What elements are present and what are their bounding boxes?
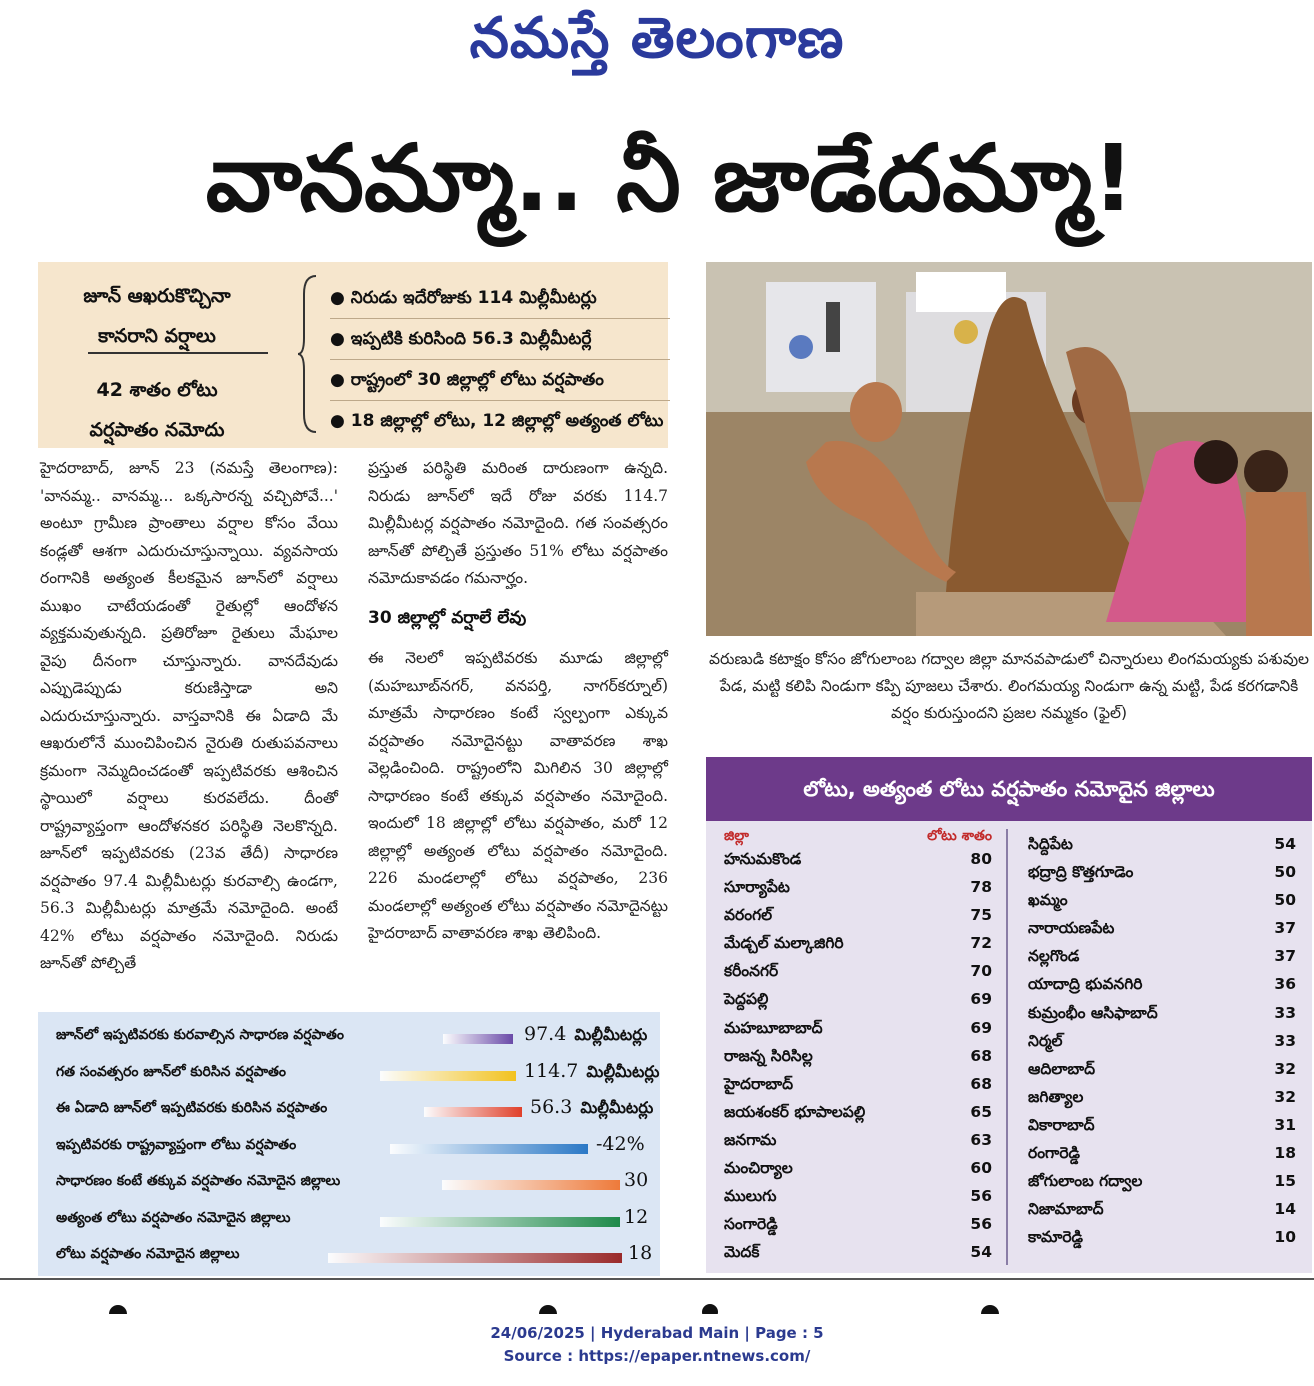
district-name: నల్లగొండ	[1028, 947, 1080, 966]
district-name: రాజన్న సిరిసిల్ల	[724, 1046, 813, 1065]
stat-row	[38, 1093, 660, 1129]
deficit-percent: 63	[970, 1130, 992, 1149]
district-table	[706, 821, 1312, 1273]
bottom-rule	[0, 1278, 1314, 1280]
deficit-percent: 10	[1274, 1228, 1296, 1247]
stat-label: గత సంవత్సరం జూన్‌లో కురిసిన వర్షపాతం	[56, 1063, 287, 1080]
photo-caption: వరుణుడి కటాక్షం కోసం జోగులాంబ గద్వాల జిల్లా మానవపాడులో చిన్నారులు లింగమయ్యకు పశువుల పేడ, మట్టి కలిపి నిండుగా కప్పి పూజలు చేశారు. లింగమయ్య నిండుగా ఉన్న మట్టి, పేడ కరగడానికి వర్షం కురుస్తుందని ప్రజల నమ్మకం (ఫైల్)	[708, 650, 1310, 722]
deficit-percent: 69	[970, 990, 992, 1009]
district-name: కుమ్రంభీం ఆసిఫాబాద్	[1028, 1003, 1158, 1022]
article-column-2-continued: ఈ నెలలో ఇప్పటివరకు మూడు జిల్లాల్లో (మహబూబ్‌నగర్, వనపర్తి, నాగర్‌కర్నూల్) మాత్రమే సాధారణం కంటే స్వల్పంగా ఎక్కువ వర్షపాతం నమోదైనట్టు వాతావరణ శాఖ వెల్లడించింది. రాష్ట్రంలోని మిగిలిన 30 జిల్లాల్లో సాధారణం కంటే తక్కువ వర్షపాతం నమోదైంది. ఇందులో 18 జిల్లాల్లో లోటు వర్షపాతం, మరో 12 జిల్లాల్లో అత్యంత లోటు వర్షపాతం నమోదైంది. 226 మండలాల్లో లోటు వర్షపాతం, 236 మండలాల్లో అత్యంత లోటు వర్షపాతం నమోదైనట్టు హైదరాబాద్ వాతావరణ శాఖ తెలిపింది.	[368, 649, 668, 942]
stat-value-group	[624, 1169, 648, 1191]
district-name: భద్రాద్రి కొత్తగూడెం	[1028, 863, 1134, 882]
stat-value-group	[524, 1023, 647, 1048]
deficit-percent: 69	[970, 1018, 992, 1037]
summary-point: ● రాష్ట్రంలో 30 జిల్లాల్లో లోటు వర్షపాతం	[330, 360, 670, 401]
stat-value: 114.7	[524, 1059, 579, 1082]
district-row	[1028, 942, 1300, 970]
district-name: ఖమ్మం	[1028, 891, 1068, 910]
brace-icon	[296, 274, 318, 434]
district-name: రంగారెడ్డి	[1028, 1144, 1080, 1163]
district-name: యాదాద్రి భువనగిరి	[1028, 975, 1143, 994]
stat-label: ఈ ఏడాది జూన్‌లో ఇప్పటివరకు కురిసిన వర్షపాతం	[56, 1100, 328, 1116]
summary-left-line: కానరాని వర్షాలు	[98, 325, 216, 347]
deficit-percent: 56	[970, 1215, 992, 1234]
district-name: సంగారెడ్డి	[724, 1215, 778, 1234]
stat-value: 12	[624, 1205, 649, 1228]
article-column-2: ప్రస్తుత పరిస్థితి మరింత దారుణంగా ఉన్నది. నిరుడు జూన్‌లో ఇదే రోజు వరకు 114.7 మిల్లీమీటర్ల వర్షపాతం నమోదైంది. గత సంవత్సరం జూన్‌తో పోల్చితే ప్రస్తుతం 51% లోటు వర్షపాతం నమోదుకావడం గమనార్హం.	[368, 459, 668, 587]
stat-bar	[443, 1034, 513, 1044]
news-photo	[706, 262, 1312, 636]
summary-left	[38, 262, 276, 450]
district-row	[1028, 914, 1300, 942]
district-row	[1028, 1195, 1300, 1223]
summary-point: ● ఇప్పటికి కురిసింది 56.3 మిల్లీమీటర్లే	[330, 319, 670, 360]
summary-point: ● 18 జిల్లాల్లో లోటు, 12 జిల్లాల్లో అత్యంత లోటు	[330, 411, 664, 431]
stat-bar	[380, 1071, 516, 1081]
district-name: ఆదిలాబాద్	[1028, 1059, 1096, 1078]
stat-label: అత్యంత లోటు వర్షపాతం నమోదైన జిల్లాలు	[56, 1209, 291, 1226]
district-row	[1028, 1083, 1300, 1111]
district-row	[1028, 858, 1300, 886]
deficit-percent: 50	[1274, 891, 1296, 910]
article-column-1: హైదరాబాద్, జూన్ 23 (నమస్తే తెలంగాణ): 'వానమ్మ.. వానమ్మ... ఒక్కసారన్న వచ్చిపోవే...' అంటూ గ్రామీణ ప్రాంతాలు వర్షాల కోసం వేయి కండ్లతో ఆశగా ఎదురుచూస్తున్నాయి. వ్యవసాయ రంగానికి అత్యంత కీలకమైన జూన్‌లో వర్షాలు ముఖం చాటేయడంతో రైతుల్లో ఆందోళన వ్యక్తమవుతున్నది. ప్రతిరోజూ రైతులు మేఘాల వైపు దీనంగా చూస్తున్నారు. వానదేవుడు ఎప్పుడెప్పుడు కరుణిస్తాడా అని ఎదురుచూస్తున్నారు. వాస్తవానికి ఈ ఏడాది మే ఆఖరులోనే ముంచిపించిన నైరుతి రుతుపవనాలు క్రమంగా నెమ్మదించడంతో ఇప్పటివరకు ఆశించిన స్థాయిలో వర్షాలు కురవలేదు. దీంతో రాష్ట్రవ్యాప్తంగా ఆందోళనకర పరిస్థితి నెలకొన్నది. జూన్‌లో ఇప్పటివరకు (23వ తేదీ) సాధారణ వర్షపాతం 97.4 మిల్లీమీటర్లు కురవాల్సి ఉండగా, 56.3 మిల్లీమీటర్లు మాత్రమే నమోదైంది. అంటే 42% లోటు వర్షపాతం నమోదైంది. నిరుడు జూన్‌తో పోల్చితే	[40, 459, 338, 972]
district-table-title: లోటు, అత్యంత లోటు వర్షపాతం నమోదైన జిల్లాలు	[706, 757, 1312, 821]
footer	[0, 1322, 1314, 1368]
district-row	[1028, 1111, 1300, 1139]
district-name: నిర్మల్	[1028, 1031, 1063, 1050]
district-row	[1028, 1027, 1300, 1055]
article-subheading: 30 జిల్లాల్లో వర్షాలే లేవు	[368, 608, 527, 628]
stat-value-group	[628, 1242, 652, 1264]
summary-point-text: 18 జిల్లాల్లో లోటు, 12 జిల్లాల్లో అత్యంత లోటు	[350, 411, 664, 431]
summary-box	[38, 262, 668, 448]
district-row	[724, 929, 996, 957]
district-name: ములుగు	[724, 1187, 777, 1206]
stat-bar	[328, 1253, 622, 1263]
district-name: కామారెడ్డి	[1028, 1228, 1083, 1247]
district-row	[1028, 886, 1300, 914]
stat-row	[38, 1166, 660, 1202]
table-header	[724, 827, 996, 845]
deficit-percent: 68	[970, 1046, 992, 1065]
district-name: జయశంకర్ భూపాలపల్లి	[724, 1102, 866, 1121]
header-district: జిల్లా	[724, 828, 749, 844]
district-name: పెద్దపల్లి	[724, 990, 769, 1009]
district-row	[1028, 970, 1300, 998]
stat-value: 18	[628, 1242, 653, 1264]
table-divider	[1006, 829, 1008, 1265]
district-row	[724, 985, 996, 1013]
district-row	[1028, 1055, 1300, 1083]
summary-point-text: నిరుడు ఇదేరోజుకు 114 మిల్లీమీటర్లు	[350, 288, 597, 308]
footer-source-line: Source : https://epaper.ntnews.com/	[503, 1347, 811, 1365]
district-row	[1028, 999, 1300, 1027]
district-row	[1028, 830, 1300, 858]
deficit-percent: 50	[1274, 863, 1296, 882]
summary-left-line: వర్షపాతం నమోదు	[89, 419, 225, 441]
stat-value-group	[530, 1096, 653, 1121]
deficit-percent: 32	[1274, 1087, 1296, 1106]
deficit-percent: 14	[1274, 1200, 1296, 1219]
summary-point-text: ఇప్పటికి కురిసింది 56.3 మిల్లీమీటర్లే	[350, 329, 592, 349]
summary-point: ● నిరుడు ఇదేరోజుకు 114 మిల్లీమీటర్లు	[330, 278, 670, 319]
stat-value: 56.3	[530, 1096, 573, 1118]
deficit-percent: 31	[1274, 1115, 1296, 1134]
deficit-percent: 78	[970, 878, 992, 897]
district-name: మేడ్చల్ మల్కాజిగిరి	[724, 934, 844, 953]
stat-row	[38, 1203, 660, 1239]
deficit-percent: 54	[970, 1243, 992, 1262]
district-row	[724, 1098, 996, 1126]
deficit-percent: 37	[1274, 919, 1296, 938]
stat-unit: మిల్లీమీటర్లు	[574, 1025, 648, 1044]
district-name: మహబూబాబాద్	[724, 1018, 823, 1037]
stat-unit: మిల్లీమీటర్లు	[580, 1098, 654, 1117]
stat-label: లోటు వర్షపాతం నమోదైన జిల్లాలు	[56, 1246, 240, 1262]
summary-point-text: రాష్ట్రంలో 30 జిల్లాల్లో లోటు వర్షపాతం	[350, 370, 604, 390]
deficit-percent: 72	[970, 934, 992, 953]
district-name: సూర్యాపేట	[724, 878, 790, 897]
district-row	[1028, 1139, 1300, 1167]
deficit-percent: 15	[1274, 1172, 1296, 1191]
deficit-percent: 75	[970, 906, 992, 925]
district-row	[724, 1154, 996, 1182]
deficit-percent: 60	[970, 1159, 992, 1178]
district-row	[724, 1238, 996, 1266]
children-mud-idol-photo	[706, 262, 1312, 636]
district-name: కరీంనగర్	[724, 962, 779, 981]
district-row	[724, 957, 996, 985]
deficit-percent: 54	[1274, 835, 1296, 853]
stat-label: ఇప్పటివరకు రాష్ట్రవ్యాప్తంగా లోటు వర్షపాతం	[56, 1136, 297, 1153]
deficit-percent: 36	[1274, 975, 1296, 994]
header-percent: లోటు శాతం	[927, 828, 992, 844]
stat-value-group	[524, 1060, 659, 1085]
district-row	[724, 1070, 996, 1098]
deficit-percent: 33	[1274, 1003, 1296, 1022]
stat-bar	[442, 1180, 620, 1190]
stat-row	[38, 1239, 660, 1275]
stat-row	[38, 1057, 660, 1093]
district-name: నిజామాబాద్	[1028, 1200, 1104, 1219]
summary-left-line: 42 శాతం లోటు	[96, 379, 218, 401]
table-column-left	[724, 827, 996, 1266]
district-row	[724, 1182, 996, 1210]
stat-unit: మిల్లీమీటర్లు	[586, 1061, 660, 1081]
district-name: హైదరాబాద్	[724, 1074, 794, 1093]
deficit-percent: 56	[970, 1187, 992, 1206]
district-row	[724, 845, 996, 873]
summary-points	[330, 278, 670, 441]
deficit-percent: 80	[970, 850, 992, 868]
deficit-percent: 32	[1274, 1059, 1296, 1078]
stat-label: జూన్‌లో ఇప్పటివరకు కురవాల్సిన సాధారణ వర్షపాతం	[56, 1027, 344, 1043]
stat-value: 30	[624, 1169, 649, 1191]
district-name: హనుమకొండ	[724, 850, 802, 868]
stat-row	[38, 1020, 660, 1056]
district-row	[724, 1042, 996, 1070]
district-row	[724, 901, 996, 929]
deficit-percent: 68	[970, 1074, 992, 1093]
district-name: సిద్దిపేట	[1028, 835, 1073, 853]
footer-date-line: 24/06/2025 | Hyderabad Main | Page : 5	[490, 1324, 824, 1342]
district-name: మంచిర్యాల	[724, 1159, 793, 1178]
stat-value: -42%	[596, 1132, 645, 1155]
district-row	[1028, 1223, 1300, 1251]
table-column-right	[1028, 830, 1300, 1251]
masthead: నమస్తే తెలంగాణ	[469, 6, 845, 71]
stat-bar	[390, 1144, 588, 1154]
deficit-percent: 70	[970, 962, 992, 981]
stat-bar	[424, 1107, 522, 1117]
district-row	[724, 1210, 996, 1238]
district-row	[724, 1014, 996, 1042]
summary-divider	[88, 352, 268, 354]
district-name: జోగులాంబ గద్వాల	[1028, 1172, 1143, 1191]
stat-value: 97.4	[524, 1023, 567, 1045]
deficit-percent: 33	[1274, 1031, 1296, 1050]
district-name: వరంగల్	[724, 906, 773, 925]
deficit-percent: 37	[1274, 947, 1296, 966]
district-row	[1028, 1167, 1300, 1195]
stats-panel	[38, 1012, 660, 1276]
stat-label: సాధారణం కంటే తక్కువ వర్షపాతం నమోదైన జిల్లాలు	[56, 1173, 341, 1189]
stat-row	[38, 1130, 660, 1166]
district-name: నారాయణపేట	[1028, 919, 1115, 938]
district-name: జనగామ	[724, 1130, 777, 1149]
district-name: జగిత్యాల	[1028, 1087, 1084, 1106]
district-name: మెదక్	[724, 1243, 760, 1262]
deficit-percent: 65	[970, 1102, 992, 1121]
deficit-percent: 18	[1274, 1144, 1296, 1163]
stat-bar	[380, 1217, 620, 1227]
summary-left-line: జూన్ ఆఖరుకొచ్చినా	[83, 285, 231, 307]
district-name: వికారాబాద్	[1028, 1115, 1095, 1134]
stat-value-group	[624, 1206, 648, 1228]
stat-value-group	[596, 1133, 645, 1155]
district-row	[724, 873, 996, 901]
district-row	[724, 1126, 996, 1154]
next-headline-fragment	[0, 1290, 1314, 1314]
headline: వానమ్మా.. నీ జాడేదమ్మా!	[205, 125, 1135, 232]
